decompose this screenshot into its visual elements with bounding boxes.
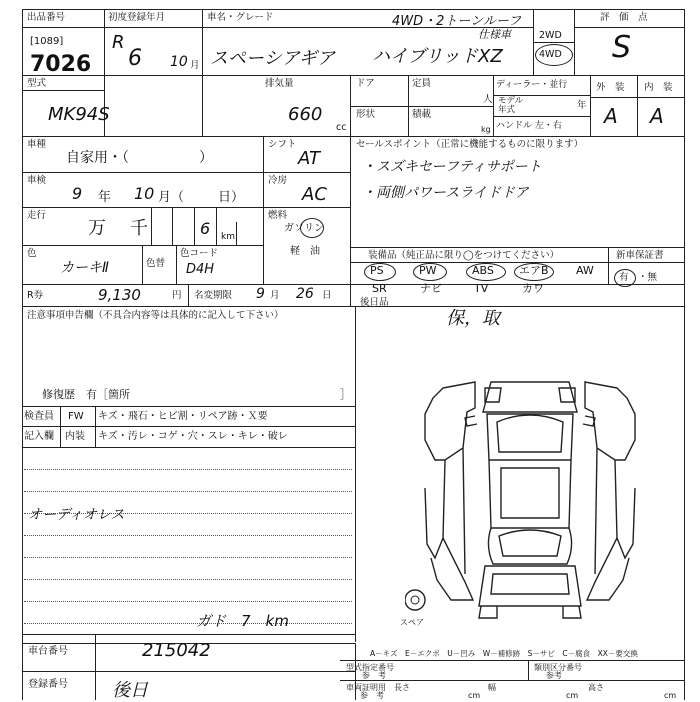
chassis-label: 車台番号 [28,646,68,657]
inspector-label: 検査員 [24,411,54,422]
era: R [112,32,125,53]
lot-label: 出品番号 [27,12,66,23]
handwritten-note-km: ガド 7 km [196,612,289,630]
color-change-label: 色替 [146,258,166,269]
recycle-amount: 9,130 [98,286,141,304]
spare-label: スペア [400,618,424,627]
usage-label: 車種 [27,139,47,150]
equip-tv: TV [474,282,489,295]
load-unit: kg [481,125,491,134]
equip-abs: ABS [472,264,494,277]
car-damage-diagram [405,368,655,630]
equip-sr: SR [372,282,387,295]
equip-aw: AW [576,264,594,277]
model: MK94S [48,104,110,125]
cc-unit: cc [336,122,347,133]
car-name: スペーシアギア [210,48,335,69]
month-unit: 月 [190,60,200,71]
width-cm: cm [566,691,579,700]
color-code-label: 色コード [180,248,219,259]
notes-label: 注意事項申告欄（不具合内容等は具体的に記入して下さい） [27,310,284,321]
interior-grade: A [650,104,664,128]
dealer-label: ディーラー・並行 [496,80,568,90]
lot-number: 7026 [30,52,92,77]
reg-label: 登録番号 [28,679,68,690]
inspection-text-3: 日） [218,190,245,205]
first-reg-label: 初度登録年月 [108,12,166,23]
model-year-label-2: 年式 [498,105,516,115]
equip-airbag: エアB [519,264,549,277]
exterior-label: 外 装 [596,82,625,93]
grade: ハイブリッドXZ [372,46,503,67]
sales-point-2: ・両側パワースライドドア [362,185,529,201]
warranty-no: ・無 [638,272,658,283]
shift: AT [298,148,320,169]
capacity-unit: 人 [483,94,493,105]
desig-ref: 参 考 [362,671,386,680]
repair-close: ］ [340,388,351,401]
model-label: 型式 [27,78,47,89]
color: カーキⅡ [60,260,109,276]
mileage-sen: 千 [130,218,148,239]
post-install-label: 後日品 [360,297,389,308]
expiry-m: 月 [270,290,280,301]
shape-label: 形状 [356,109,376,120]
post-install-value: 保，取 [446,308,500,329]
equip-leather: カワ [522,282,544,295]
aircon: AC [302,184,327,205]
height-label: 高さ [588,683,604,692]
usage: 自家用・（ ） [66,150,213,166]
load-label: 積載 [412,109,432,120]
exterior-grade: A [604,104,618,128]
inspection-text-2: 月（ [158,190,185,205]
mileage-man: 万 [88,218,106,239]
mileage-digit: 6 [200,219,211,238]
inspection-text-1: 年 [98,190,112,205]
fuel-gas: ガソリン [284,223,324,234]
reg-year: 6 [128,46,142,71]
displacement-label: 排気量 [265,78,294,89]
height-cm: cm [664,691,677,700]
inner-items: キズ・汚レ・コゲ・穴・スレ・キレ・破レ [98,431,288,442]
interior-label: 内 装 [644,82,673,93]
fw-label: FW [68,411,84,422]
fuel-label: 燃料 [268,210,288,221]
expiry-month: 9 [256,286,265,302]
sales-point-1: ・スズキセーフティサポート [362,159,542,175]
entry-label: 記入欄 [24,431,54,442]
repair-label: 修復歴 有［箇所 [42,388,130,401]
fw-items: キズ・飛石・ヒビ割・リペア跡・Ｘ要 [98,411,268,422]
chassis-number: 215042 [142,640,211,661]
handwritten-note-audio: オーディオレス [28,507,125,523]
name-grade-label: 車名・グレード [207,12,274,23]
reg-month: 10 [170,54,188,70]
damage-legend: A－キズ E－エクボ U－凹み W－補修跡 S－サビ C－腐食 XX－要交換 [370,649,638,658]
capacity-label: 定員 [412,78,432,89]
grade-note-2: 仕様車 [478,28,511,41]
lot-code: [1089] [30,36,64,47]
shift-label: シフト [268,139,297,150]
expiry-day: 26 [296,286,314,302]
length-cm: cm [468,691,481,700]
sales-label: セールスポイント（正常に機能するものに限ります） [356,139,584,150]
equip-pw: PW [419,264,437,277]
reg-number: 後日 [112,680,148,701]
equip-ps: PS [370,264,384,277]
class-ref: 参考 [546,671,562,680]
aircon-label: 冷房 [268,175,288,186]
expiry-d: 日 [322,290,332,301]
cert-label: 車両証明用 [346,683,386,692]
warranty-yes: 有 [619,272,629,283]
equipment-label: 装備品（純正品に限り◯をつけてください） [368,250,560,261]
fuel-diesel: 軽 油 [290,246,320,257]
warranty-label: 新車保証書 [616,250,664,261]
width-label: 幅 [488,683,496,692]
yen-unit: 円 [172,290,182,301]
recycle-label: R券 [27,290,44,301]
cert-ref: 参 考 [360,691,384,700]
displacement: 660 [288,104,323,125]
grade-note-1: 4WD・2トーンルーフ [392,14,522,29]
expiry-label: 名変期限 [194,290,233,301]
equip-navi: ナビ [420,282,442,295]
score-label: 評 価 点 [600,12,648,23]
score: S [612,30,632,65]
inner-label: 内装 [65,431,85,442]
color-code: D4H [186,262,215,277]
inspection-year: 9 [72,184,83,203]
desig-label: 型式指定番号 [346,663,394,672]
inspection-label: 車検 [27,175,47,186]
mileage-label: 走行 [27,210,47,221]
color-label: 色 [27,248,37,259]
class-label: 類別区分番号 [534,663,582,672]
model-year-label-1: モデル [498,96,524,106]
length-label: 長さ [394,683,410,692]
door-label: ドア [356,78,375,89]
year-unit: 年 [577,100,587,111]
drive-2wd: 2WD [539,30,562,41]
handle-label: ハンドル 左・右 [496,121,562,131]
drive-4wd: 4WD [539,49,562,60]
inspection-month: 10 [134,184,155,203]
km-unit: km [221,232,235,242]
